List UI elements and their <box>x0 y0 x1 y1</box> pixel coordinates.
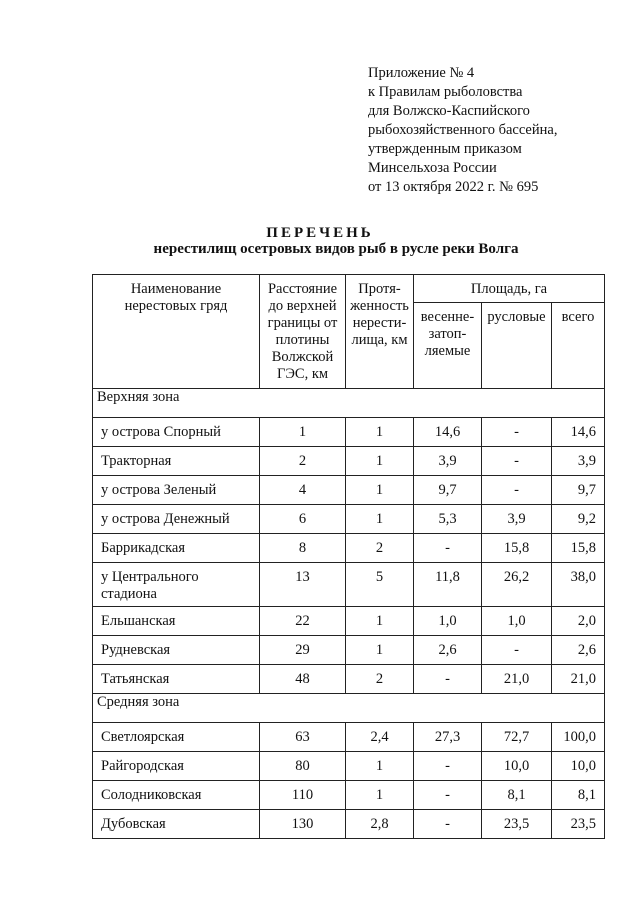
cell-length: 1 <box>346 781 414 810</box>
table-row <box>93 563 605 607</box>
cell-spring: 3,9 <box>414 447 482 476</box>
cell-name: Баррикадская <box>93 534 260 563</box>
cell-total: 9,7 <box>552 476 605 505</box>
cell-name: Райгородская <box>93 752 260 781</box>
cell-total: 2,6 <box>552 636 605 665</box>
cell-length: 2 <box>346 534 414 563</box>
table-row <box>93 418 605 447</box>
cell-channel: 8,1 <box>482 781 552 810</box>
header-channel: русловые <box>482 303 552 389</box>
table-row <box>93 447 605 476</box>
cell-spring: 5,3 <box>414 505 482 534</box>
cell-total: 8,1 <box>552 781 605 810</box>
document-subtitle: нерестилищ осетровых видов рыб в русле реки Волга <box>153 241 519 257</box>
cell-total: 2,0 <box>552 607 605 636</box>
cell-spring: 27,3 <box>414 723 482 752</box>
cell-spring: 2,6 <box>414 636 482 665</box>
cell-total: 9,2 <box>552 505 605 534</box>
cell-length: 2 <box>346 665 414 694</box>
table-row <box>93 723 605 752</box>
appendix-line: Минсельхоза России <box>368 160 497 176</box>
header-name: Наименование нерестовых гряд <box>93 275 260 389</box>
cell-total: 21,0 <box>552 665 605 694</box>
appendix-line: к Правилам рыболовства <box>368 84 523 100</box>
document-title: ПЕРЕЧЕНЬ <box>266 225 374 241</box>
cell-total: 100,0 <box>552 723 605 752</box>
cell-distance: 130 <box>260 810 346 839</box>
cell-name: Рудневская <box>93 636 260 665</box>
cell-length: 1 <box>346 418 414 447</box>
cell-spring: - <box>414 810 482 839</box>
cell-spring: 1,0 <box>414 607 482 636</box>
cell-channel: 21,0 <box>482 665 552 694</box>
header-total: всего <box>552 303 605 389</box>
appendix-line: рыбохозяйственного бассейна, <box>368 122 558 138</box>
cell-distance: 48 <box>260 665 346 694</box>
cell-distance: 2 <box>260 447 346 476</box>
header-length: Протя-женность нерести-лища, км <box>346 275 414 389</box>
cell-total: 15,8 <box>552 534 605 563</box>
table-row <box>93 810 605 839</box>
cell-channel: 23,5 <box>482 810 552 839</box>
cell-distance: 4 <box>260 476 346 505</box>
appendix-line: Приложение № 4 <box>368 65 475 81</box>
table-row <box>93 636 605 665</box>
cell-name: Ельшанская <box>93 607 260 636</box>
cell-spring: - <box>414 781 482 810</box>
header-distance: Расстояние до верхней границы от плотины Волжской ГЭС, км <box>260 275 346 389</box>
table-row <box>93 752 605 781</box>
zone-row <box>93 694 605 723</box>
zone-row <box>93 389 605 418</box>
cell-distance: 8 <box>260 534 346 563</box>
cell-channel: - <box>482 636 552 665</box>
table-body <box>93 389 605 839</box>
cell-length: 5 <box>346 563 414 607</box>
cell-name: у острова Зеленый <box>93 476 260 505</box>
cell-channel: 15,8 <box>482 534 552 563</box>
cell-channel: - <box>482 418 552 447</box>
cell-total: 14,6 <box>552 418 605 447</box>
zone-label: Средняя зона <box>93 694 605 723</box>
header-spring: весенне-затоп-ляемые <box>414 303 482 389</box>
cell-channel: 26,2 <box>482 563 552 607</box>
appendix-line: утвержденным приказом <box>368 141 522 157</box>
cell-distance: 110 <box>260 781 346 810</box>
cell-distance: 13 <box>260 563 346 607</box>
appendix-block <box>368 64 557 197</box>
cell-channel: 10,0 <box>482 752 552 781</box>
cell-total: 3,9 <box>552 447 605 476</box>
cell-spring: - <box>414 534 482 563</box>
cell-name: Татьянская <box>93 665 260 694</box>
cell-name: у острова Спорный <box>93 418 260 447</box>
cell-total: 38,0 <box>552 563 605 607</box>
cell-spring: 9,7 <box>414 476 482 505</box>
cell-distance: 80 <box>260 752 346 781</box>
zone-label: Верхняя зона <box>93 389 605 418</box>
table-row <box>93 665 605 694</box>
cell-name: у острова Денежный <box>93 505 260 534</box>
cell-distance: 6 <box>260 505 346 534</box>
cell-name: у Центрального стадиона <box>93 563 260 607</box>
cell-name: Тракторная <box>93 447 260 476</box>
appendix-line: для Волжско-Каспийского <box>368 103 530 119</box>
header-area: Площадь, га <box>414 275 605 303</box>
cell-length: 1 <box>346 447 414 476</box>
cell-channel: 1,0 <box>482 607 552 636</box>
cell-name: Светлоярская <box>93 723 260 752</box>
cell-length: 2,4 <box>346 723 414 752</box>
cell-name: Дубовская <box>93 810 260 839</box>
cell-length: 2,8 <box>346 810 414 839</box>
cell-spring: 11,8 <box>414 563 482 607</box>
table-row <box>93 781 605 810</box>
table-row <box>93 534 605 563</box>
table-row <box>93 505 605 534</box>
cell-channel: 72,7 <box>482 723 552 752</box>
cell-length: 1 <box>346 636 414 665</box>
cell-distance: 29 <box>260 636 346 665</box>
cell-spring: - <box>414 752 482 781</box>
cell-channel: - <box>482 476 552 505</box>
cell-name: Солодниковская <box>93 781 260 810</box>
cell-distance: 22 <box>260 607 346 636</box>
cell-channel: - <box>482 447 552 476</box>
cell-length: 1 <box>346 607 414 636</box>
cell-length: 1 <box>346 752 414 781</box>
cell-spring: - <box>414 665 482 694</box>
table-row <box>93 476 605 505</box>
cell-spring: 14,6 <box>414 418 482 447</box>
spawning-grounds-table <box>92 274 605 839</box>
cell-distance: 1 <box>260 418 346 447</box>
appendix-line: от 13 октября 2022 г. № 695 <box>368 179 539 195</box>
table-row <box>93 607 605 636</box>
cell-length: 1 <box>346 476 414 505</box>
cell-channel: 3,9 <box>482 505 552 534</box>
cell-total: 23,5 <box>552 810 605 839</box>
cell-total: 10,0 <box>552 752 605 781</box>
cell-length: 1 <box>346 505 414 534</box>
cell-distance: 63 <box>260 723 346 752</box>
